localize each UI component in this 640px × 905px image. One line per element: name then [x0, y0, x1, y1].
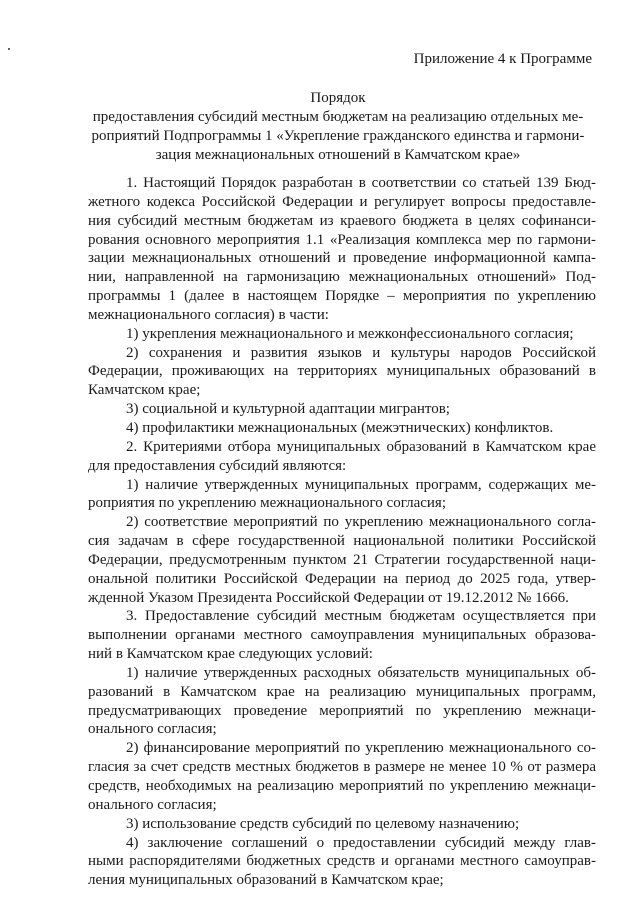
body-line: роприятия по укреплению межнационального согласия; [88, 495, 446, 512]
body-line: Камчатском крае; [88, 382, 201, 399]
scan-speck [8, 48, 10, 50]
document-title [88, 89, 588, 165]
body-line: жденной Указом Президента Российской Федерации от 19.12.2012 № 1666. [88, 589, 569, 606]
title-line: роприятий Подпрограммы 1 «Укрепление гражданского единства и гармони- [91, 128, 585, 144]
body-line: Федерации, проживающих на территориях муниципальных образований в [88, 363, 596, 380]
body-line: разований в Камчатском крае на реализацию муниципальных программ, [88, 683, 596, 700]
body-line: средств, необходимых на реализацию мероприятий по укреплению межнаци- [88, 778, 596, 794]
body-line: 4) заключение соглашений о предоставлении субсидий между глав- [126, 834, 596, 851]
body-line: 1) укрепления межнационального и межконфессионального согласия; [126, 325, 574, 342]
body-line: 1. Настоящий Порядок разработан в соответствии со статьей 139 Бюд- [126, 175, 596, 191]
appendix-label: Приложение 4 к Программе [413, 51, 592, 67]
body-line: 3) использование средств субсидий по целевому назначению; [126, 815, 520, 832]
body-line: жетного кодекса Российской Федерации и регулирует вопросы предоставле- [88, 193, 596, 210]
body-line: ональной политики Российской Федерации на период до 2025 года, утвер- [88, 570, 596, 587]
body-line: предусматривающих проведение мероприятий по укреплению межнаци- [88, 702, 596, 719]
body-line: сия задачам в сфере государственной национальной политики Российской [88, 533, 596, 550]
body-line: 2) сохранения и развития языков и культуры народов Российской [126, 344, 596, 361]
body-line: 2. Критериями отбора муниципальных образований в Камчатском крае [126, 438, 596, 455]
title-line: Порядок [310, 90, 366, 106]
body-line: ления муниципальных образований в Камчатском крае; [88, 872, 444, 889]
body-line: Федерации, предусмотренным пунктом 21 Стратегии государственной наци- [88, 551, 596, 568]
body-line: 3) социальной и культурной адаптации мигрантов; [126, 401, 450, 418]
body-line: 2) соответствие мероприятий по укреплению межнационального согла- [126, 514, 596, 531]
body-line: рования основного мероприятия 1.1 «Реализация комплекса мер по гармони- [88, 231, 596, 248]
document-body [88, 174, 596, 890]
title-line: предоставления субсидий местным бюджетам на реализацию отдельных ме- [92, 109, 584, 125]
body-line: онального согласия; [88, 721, 217, 738]
body-line: 4) профилактики межнациональных (межэтнических) конфликтов. [126, 419, 554, 436]
body-line: программы 1 (далее в настоящем Порядке – мероприятия по укреплению [88, 288, 596, 305]
body-line: ными распорядителями бюджетных средств и органами местного самоуправ- [88, 853, 596, 870]
title-line: зация межнациональных отношений в Камчатском крае» [155, 147, 521, 163]
body-line: ний в Камчатском крае следующих условий: [88, 646, 373, 663]
body-line: межнационального согласия) в части: [88, 306, 329, 323]
body-line: нии, направленной на гармонизацию межнациональных отношений» Под- [88, 269, 596, 286]
body-line: для предоставления субсидий являются: [88, 457, 347, 474]
body-line: онального согласия; [88, 796, 217, 813]
body-line: зации межнациональных отношений и проведение информационной кампа- [88, 250, 596, 267]
body-line: ния субсидий местным бюджетам из краевого бюджета в целях софинанси- [88, 212, 596, 229]
body-line: 1) наличие утвержденных расходных обязательств муниципальных об- [126, 664, 596, 681]
body-line: 2) финансирование мероприятий по укреплению межнационального со- [126, 740, 596, 757]
body-line: 3. Предоставление субсидий местным бюджетам осуществляется при [126, 608, 596, 625]
body-line: 1) наличие утвержденных муниципальных программ, содержащих ме- [126, 476, 596, 493]
body-line: гласия за счет средств местных бюджетов в размере не менее 10 % от размера [88, 759, 596, 776]
body-line: выполнении органами местного самоуправления муниципальных образова- [88, 627, 596, 644]
